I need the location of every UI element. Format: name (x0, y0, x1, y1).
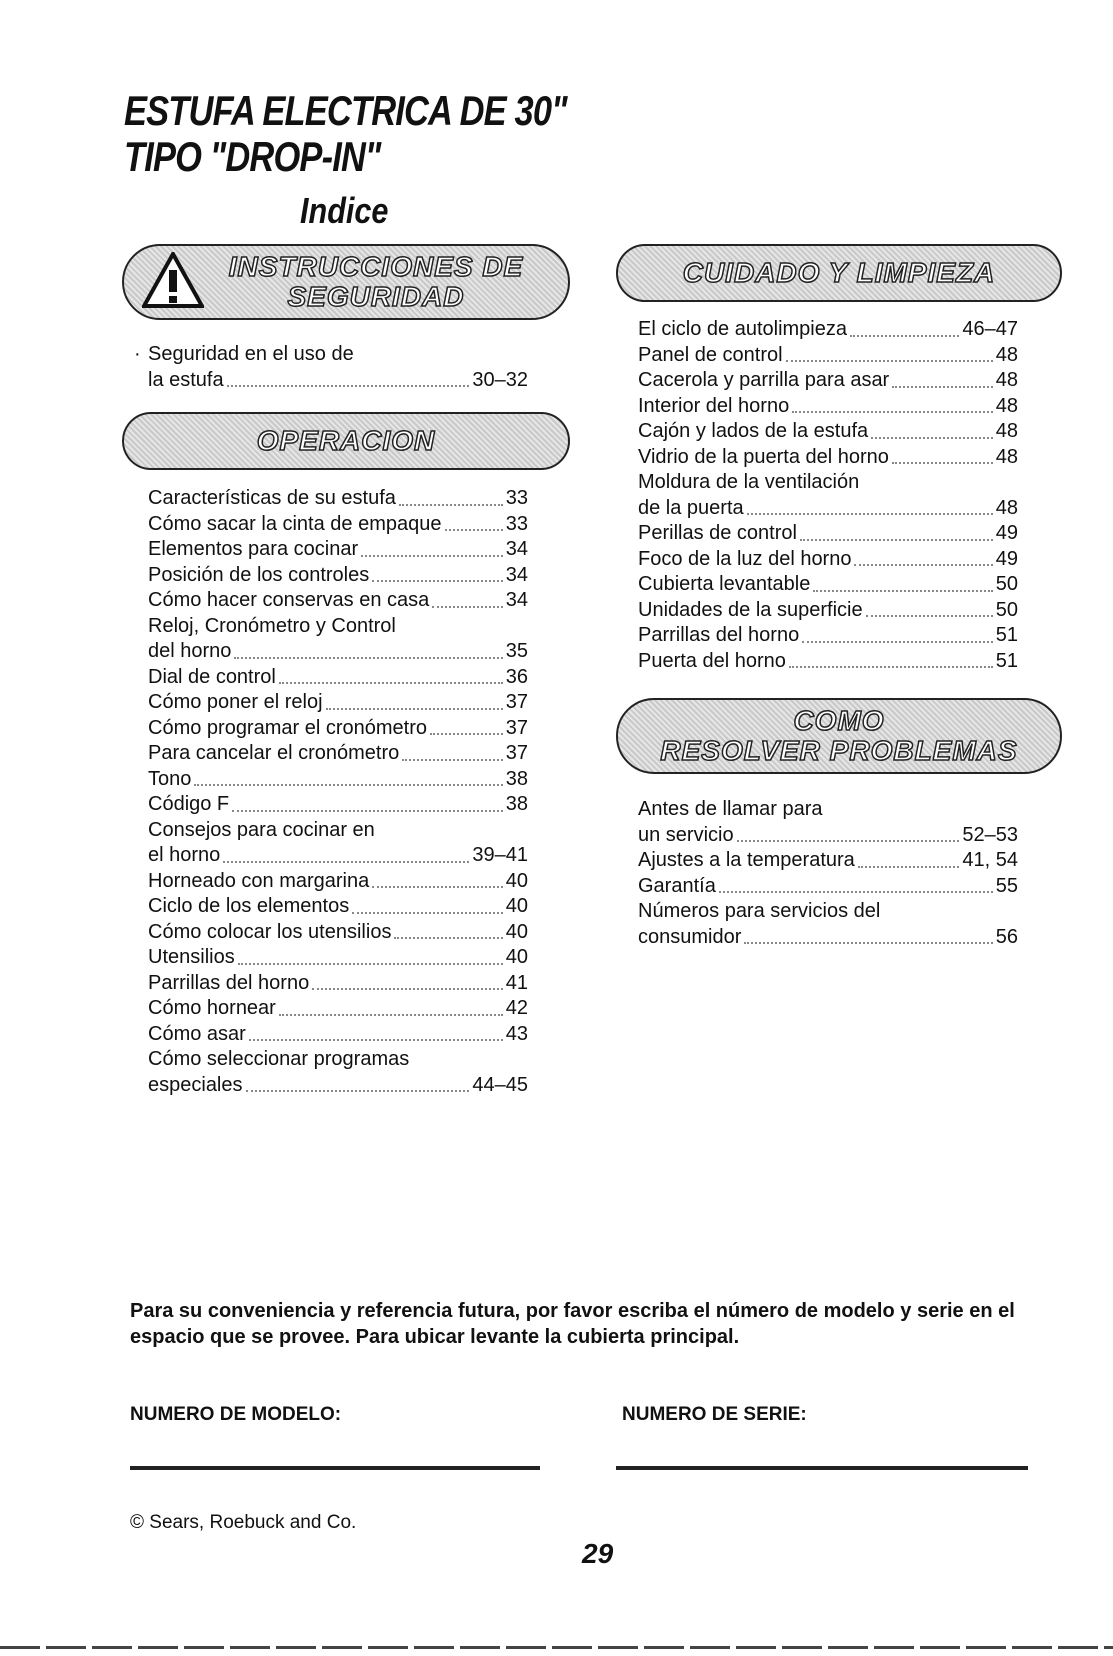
toc-entry (638, 899, 1018, 925)
dot-leader (800, 539, 993, 541)
toc-entry-label: el horno (148, 844, 221, 866)
troubleshooting-banner-title: COMO RESOLVER PROBLEMAS (660, 705, 1018, 766)
dot-leader (238, 963, 503, 965)
copyright: © Sears, Roebuck and Co. (130, 1512, 357, 1533)
toc-entry (148, 486, 528, 512)
toc-entry (638, 572, 1018, 598)
toc-entry-page: 48 (995, 394, 1018, 417)
toc-entry-page: 48 (995, 496, 1018, 519)
toc-entry (638, 623, 1018, 649)
toc-entry-label: Unidades de la superficie (638, 598, 863, 621)
serial-number-label: NUMERO DE SERIE: (622, 1404, 807, 1425)
toc-entry-label: del horno (148, 640, 232, 662)
toc-entry-label: Ciclo de los elementos (148, 895, 350, 917)
model-number-line[interactable] (130, 1466, 540, 1470)
dot-leader (223, 861, 469, 863)
toc-entry-page: 50 (995, 598, 1018, 621)
dot-leader (802, 641, 993, 643)
toc-entry (638, 823, 1018, 849)
toc-entry-page: 33 (505, 512, 528, 535)
dot-leader (430, 733, 503, 735)
toc-entry (638, 317, 1018, 343)
toc-entry-label: un servicio (638, 823, 734, 846)
dot-leader (744, 942, 992, 944)
toc-entry-label: la estufa (148, 368, 224, 391)
toc-entry (148, 818, 528, 844)
safety-banner (122, 244, 570, 320)
toc-entry-page: 34 (505, 563, 528, 586)
toc-entry-label: Consejos para cocinar en (148, 818, 375, 841)
dot-leader (445, 529, 503, 531)
care-banner (616, 244, 1062, 302)
operation-toc (148, 486, 528, 1098)
toc-entry-label: Vidrio de la puerta del horno (638, 445, 889, 468)
care-toc (638, 317, 1018, 674)
toc-entry-label: Cómo hornear (148, 997, 276, 1019)
dot-leader (789, 666, 993, 668)
dot-leader (234, 657, 502, 659)
toc-entry-page: 48 (995, 369, 1018, 391)
dot-leader (866, 615, 993, 617)
toc-entry-label: Cómo sacar la cinta de empaque (148, 512, 442, 535)
toc-entry (148, 1047, 528, 1073)
toc-entry-label: Interior del horno (638, 394, 790, 417)
dot-leader (813, 590, 992, 592)
toc-entry-label: El ciclo de autolimpieza (638, 318, 847, 340)
dot-leader (792, 411, 993, 413)
toc-entry-page: 34 (505, 589, 528, 611)
toc-entry-page: 38 (505, 767, 528, 790)
model-number-label: NUMERO DE MODELO: (130, 1404, 342, 1425)
dot-leader (372, 580, 503, 582)
toc-entry-page: 40 (505, 895, 528, 917)
dot-leader (394, 937, 502, 939)
toc-entry (638, 848, 1018, 874)
toc-entry-page: 41, 54 (962, 849, 1018, 871)
toc-entry-label: Puerta del horno (638, 649, 786, 672)
toc-entry-label: Utensilios (148, 946, 235, 968)
toc-entry (638, 649, 1018, 675)
toc-entry (148, 716, 528, 742)
toc-entry-label: Antes de llamar para (638, 798, 823, 820)
toc-entry (638, 368, 1018, 394)
dot-leader (361, 555, 503, 557)
toc-entry-label: Características de su estufa (148, 487, 396, 509)
toc-entry-page: 50 (995, 573, 1018, 595)
toc-entry-page: 40 (505, 946, 528, 968)
dot-leader (194, 784, 502, 786)
toc-entry-label: Elementos para cocinar (148, 538, 359, 560)
toc-entry-label: Panel de control (638, 343, 783, 366)
dot-leader (892, 386, 993, 388)
toc-entry-label: Reloj, Cronómetro y Control (148, 614, 396, 637)
warning-icon (142, 252, 204, 308)
toc-entry-page: 37 (505, 742, 528, 764)
toc-entry-page: 48 (995, 343, 1018, 366)
toc-entry-page: 33 (505, 487, 528, 509)
toc-entry-label: Cacerola y parrilla para asar (638, 369, 890, 391)
troubleshooting-toc (638, 797, 1018, 950)
toc-entry (148, 843, 528, 869)
toc-entry-page: 44–45 (472, 1073, 528, 1096)
toc-entry-page: 46–47 (962, 318, 1018, 340)
toc-entry (638, 521, 1018, 547)
toc-entry-label: Cómo asar (148, 1022, 246, 1045)
serial-number-line[interactable] (616, 1466, 1028, 1470)
toc-entry (638, 470, 1018, 496)
toc-entry (148, 767, 528, 793)
toc-entry-page: 34 (505, 538, 528, 560)
toc-entry-page: 55 (995, 874, 1018, 897)
toc-entry-page: 56 (995, 925, 1018, 948)
toc-entry-label: Parrillas del horno (148, 971, 310, 994)
dot-leader (871, 437, 993, 439)
toc-entry-page: 43 (505, 1022, 528, 1045)
toc-entry-label: Cómo poner el reloj (148, 691, 323, 713)
dot-leader (352, 912, 503, 914)
toc-entry-page: 49 (995, 547, 1018, 570)
toc-entry (638, 925, 1018, 951)
toc-entry-label: Cómo colocar los utensilios (148, 920, 392, 943)
dot-leader (737, 840, 960, 842)
toc-entry-page: 51 (995, 649, 1018, 672)
toc-entry (148, 1022, 528, 1048)
troubleshooting-banner (616, 698, 1062, 774)
toc-entry-label: Dial de control (148, 665, 276, 688)
dot-leader (719, 891, 993, 893)
toc-entry-label: Moldura de la ventilación (638, 471, 860, 493)
toc-entry-label: Seguridad en el uso de (148, 343, 354, 365)
toc-entry (148, 588, 528, 614)
dot-leader (372, 886, 503, 888)
toc-entry-label: Foco de la luz del horno (638, 547, 852, 570)
toc-entry-page: 51 (995, 624, 1018, 646)
toc-entry-page: 49 (995, 522, 1018, 544)
safety-toc (134, 342, 528, 393)
toc-entry-label: consumidor (638, 925, 742, 948)
dot-leader (399, 504, 503, 506)
toc-entry (148, 639, 528, 665)
title-line-1: ESTUFA ELECTRICA DE 30" (124, 87, 567, 134)
toc-entry (148, 537, 528, 563)
dot-leader (402, 759, 503, 761)
safety-banner-title: INSTRUCCIONES DE SEGURIDAD (228, 251, 524, 312)
toc-entry (638, 496, 1018, 522)
toc-entry-label: Cómo hacer conservas en casa (148, 589, 430, 611)
toc-entry-page: 38 (505, 793, 528, 815)
toc-entry (148, 342, 528, 368)
toc-entry (638, 874, 1018, 900)
toc-entry (638, 394, 1018, 420)
toc-entry-page: 39–41 (472, 844, 528, 866)
toc-entry-page: 52–53 (962, 823, 1018, 846)
dot-leader (227, 385, 470, 387)
toc-entry-page: 48 (995, 420, 1018, 442)
toc-entry (148, 920, 528, 946)
toc-entry-label: Ajustes a la temperatura (638, 849, 855, 871)
toc-entry (638, 598, 1018, 624)
toc-entry (148, 690, 528, 716)
toc-entry (148, 792, 528, 818)
dot-leader (432, 606, 503, 608)
toc-entry-page: 40 (505, 920, 528, 943)
toc-entry (148, 971, 528, 997)
toc-entry-label: Posición de los controles (148, 563, 370, 586)
toc-entry (148, 614, 528, 640)
toc-entry-page: 30–32 (472, 368, 528, 391)
toc-entry-page: 37 (505, 716, 528, 739)
toc-entry (638, 445, 1018, 471)
toc-entry-label: Para cancelar el cronómetro (148, 742, 400, 764)
toc-entry-label: Tono (148, 767, 192, 790)
bullet: · (134, 343, 141, 365)
toc-entry-page: 40 (505, 869, 528, 892)
toc-entry (148, 1073, 528, 1099)
toc-entry-label: Cubierta levantable (638, 573, 811, 595)
index-heading: Indice (300, 190, 389, 231)
toc-entry (148, 563, 528, 589)
toc-entry-label: especiales (148, 1073, 243, 1096)
dot-leader (279, 682, 503, 684)
toc-entry-label: Cómo programar el cronómetro (148, 716, 427, 739)
toc-entry (148, 512, 528, 538)
title-line-2: TIPO "DROP-IN" (124, 133, 381, 180)
toc-entry-label: Cajón y lados de la estufa (638, 420, 869, 442)
toc-entry-label: Cómo seleccionar programas (148, 1048, 410, 1070)
toc-entry (638, 797, 1018, 823)
dot-leader (312, 988, 503, 990)
toc-entry (148, 665, 528, 691)
toc-entry (638, 343, 1018, 369)
toc-entry-label: Parrillas del horno (638, 624, 800, 646)
dot-leader (747, 513, 993, 515)
dot-leader (279, 1014, 503, 1016)
toc-entry (638, 547, 1018, 573)
dot-leader (858, 866, 960, 868)
toc-entry (148, 368, 528, 394)
toc-entry-label: Horneado con margarina (148, 869, 370, 892)
dot-leader (246, 1090, 470, 1092)
dot-leader (326, 708, 503, 710)
dot-leader (854, 564, 992, 566)
toc-entry-label: Perillas de control (638, 522, 797, 544)
toc-entry-page: 42 (505, 997, 528, 1019)
toc-entry (638, 419, 1018, 445)
toc-entry (148, 945, 528, 971)
toc-entry (148, 741, 528, 767)
operation-banner (122, 412, 570, 470)
dot-leader (232, 810, 503, 812)
toc-entry-label: Garantía (638, 874, 716, 897)
toc-entry-label: Números para servicios del (638, 900, 881, 922)
toc-entry-page: 35 (505, 640, 528, 662)
toc-entry (148, 996, 528, 1022)
toc-entry-label: Código F (148, 793, 230, 815)
bottom-rule (0, 1646, 1113, 1649)
toc-entry-label: de la puerta (638, 496, 744, 519)
toc-entry-page: 37 (505, 691, 528, 713)
document-title (124, 88, 567, 180)
toc-entry (148, 869, 528, 895)
model-serial-notice: Para su conveniencia y referencia futura, por favor escriba el número de modelo y serie en el espacio que se provee. Para ubicar levante la cubierta principal. (130, 1300, 1015, 1348)
operation-banner-title: OPERACION (256, 425, 436, 456)
toc-entry-page: 41 (505, 971, 528, 994)
dot-leader (249, 1039, 503, 1041)
dot-leader (892, 462, 993, 464)
page-number: 29 (582, 1538, 614, 1569)
dot-leader (850, 335, 959, 337)
toc-entry-page: 36 (505, 665, 528, 688)
care-banner-title: CUIDADO Y LIMPIEZA (682, 257, 996, 288)
dot-leader (786, 360, 993, 362)
toc-entry (148, 894, 528, 920)
toc-entry-page: 48 (995, 445, 1018, 468)
